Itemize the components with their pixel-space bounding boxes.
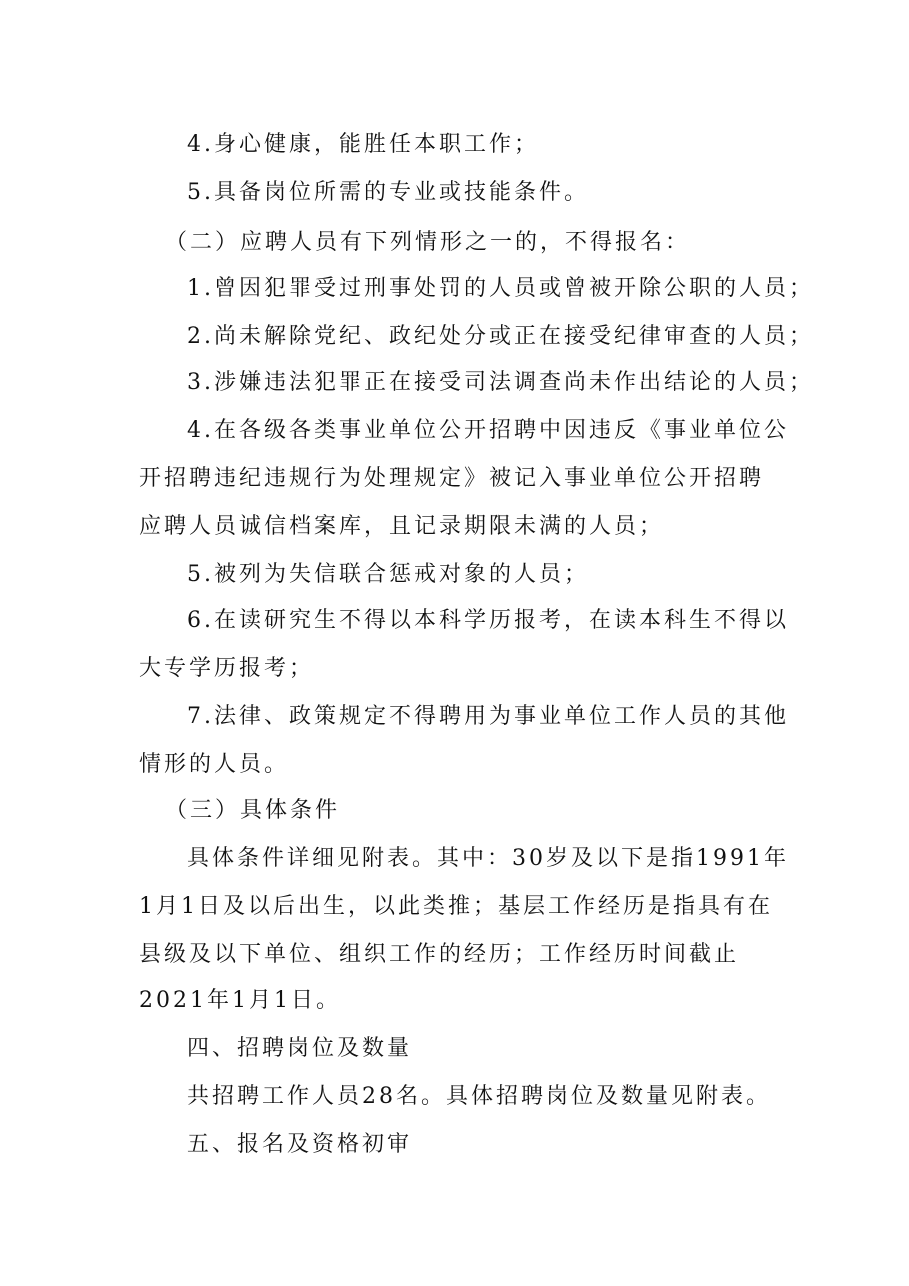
section-heading: 五、报名及资格初审 [187,1132,413,1157]
paragraph-line: 2021年1月1日。 [139,988,341,1013]
paragraph-line: 6.在读研究生不得以本科学历报考，在读本科生不得以 [187,608,789,633]
paragraph-line: 1月1日及以后出生，以此类推；基层工作经历是指具有在 [139,894,773,919]
paragraph-line: 3.涉嫌违法犯罪正在接受司法调查尚未作出结论的人员； [187,370,814,395]
paragraph-line: 5.具备岗位所需的专业或技能条件。 [187,180,589,205]
paragraph-line: 4.身心健康，能胜任本职工作； [187,132,539,157]
section-heading: 四、招聘岗位及数量 [187,1036,413,1061]
paragraph-line: 大专学历报考； [139,656,315,681]
paragraph-line: 具体条件详细见附表。其中：30岁及以下是指1991年 [187,846,789,871]
paragraph-line: 1.曾因犯罪受过刑事处罚的人员或曾被开除公职的人员； [187,276,814,301]
paragraph-line: 开招聘违纪违规行为处理规定》被记入事业单位公开招聘 [139,466,765,491]
paragraph-line: 情形的人员。 [139,752,290,777]
paragraph-line: 5.被列为失信联合惩戒对象的人员； [187,562,589,587]
paragraph-line: 4.在各级各类事业单位公开招聘中因违反《事业单位公 [187,418,789,443]
section-subheading: （二）应聘人员有下列情形之一的，不得报名： [165,230,691,255]
section-subheading: （三）具体条件 [165,798,341,823]
paragraph-line: 2.尚未解除党纪、政纪处分或正在接受纪律审查的人员； [187,324,814,349]
paragraph-line: 应聘人员诚信档案库，且记录期限未满的人员； [139,514,665,539]
paragraph-line: 县级及以下单位、组织工作的经历；工作经历时间截止 [139,942,740,967]
paragraph-line: 7.法律、政策规定不得聘用为事业单位工作人员的其他 [187,704,789,729]
paragraph-line: 共招聘工作人员28名。具体招聘岗位及数量见附表。 [187,1084,771,1109]
